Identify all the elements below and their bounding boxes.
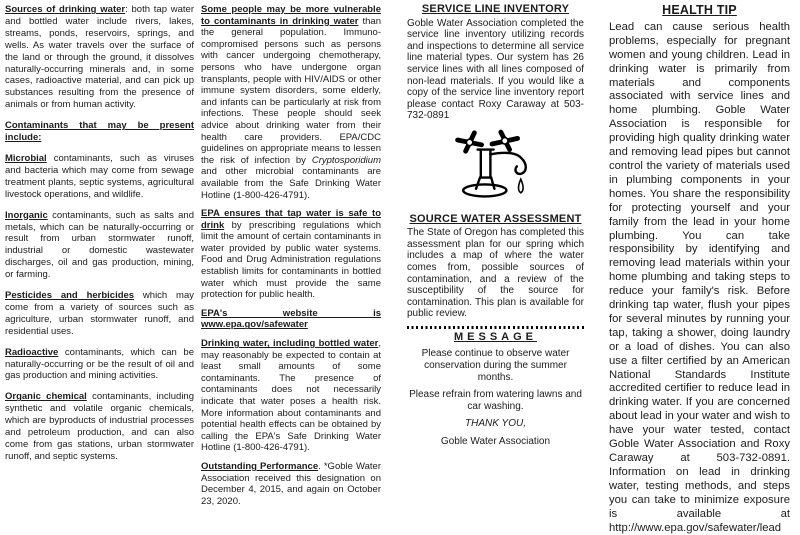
contaminant-item-inorganic: Inorganic contaminants, such as salts and metals, which can be naturally-occurring or result from urban stormwater runoff, industrial or domestic wastewater discharges, oil and gas production, mining, or farming. <box>5 209 194 281</box>
message-refrain-line: Please refrain from watering lawns and car washing. <box>409 389 582 412</box>
vulnerable-heading: Some people may be more vulnerable to contaminants in drinking water <box>201 4 381 27</box>
message-conservation-line: Please continue to observe water conservation during the summer months. <box>421 348 570 383</box>
source-water-assessment-paragraph: The State of Oregon has completed this assessment plan for our spring which includes a map of where the water comes from, possible sources of contamination, and a review of the susceptibility of the source for contamination. This plan is available for public review. <box>407 227 584 320</box>
thank-you-line: THANK YOU, <box>465 418 526 430</box>
bottled-water-heading: Drinking water, including bottled water <box>201 338 379 350</box>
sources-text: : both tap water and bottled water include rivers, lakes, streams, ponds, reservoirs, springs, and wells. As water travels over the surface of the land or through the ground, it dissolves naturally-occurring minerals and, in some cases, radioactive material, and can pick up substances resulting from the presence of animals or from human activity. <box>5 4 194 111</box>
contaminant-item-organic-chemical: Organic chemical contaminants, including synthetic and volatile organic chemicals, which are byproducts of industrial processes and petroleum production, and can also come from gas stations, urban stormwater runoff, and septic systems. <box>5 391 194 462</box>
sources-heading: Sources of drinking water <box>5 4 126 15</box>
faucet-icon <box>448 128 544 204</box>
contaminant-item-microbial: Microbial contaminants, such as viruses and bacteria which may come from sewage treatment plants, septic systems, agricultural livestock operations, and wildlife. <box>5 152 194 200</box>
cryptosporidium-term: Cryptosporidium <box>311 154 381 166</box>
faucet-clipart <box>407 128 584 208</box>
health-tip-heading: HEALTH TIP <box>662 3 737 17</box>
contaminant-item-pesticides: Pesticides and herbicides which may come from a variety of sources such as agriculture, urban stormwater runoff, and residential uses. <box>5 290 195 337</box>
outstanding-performance-paragraph: Outstanding Performance. *Goble Water Association received this designation on December 4, 2015, and again on October 23, 2020. <box>201 460 381 507</box>
health-tip-paragraph: Lead can cause serious health problems, especially for pregnant women and young children. Lead in drinking water is primarily from materials and components associated with service lines and home plumbing. Goble Water Association is responsible for providing high quality drinking water and removing lead pipes but cannot control the variety of materials used in plumbing components in your homes. You share the responsibility for protecting yourself and your family from the lead in your home plumbing. You can take responsibility by identifying and removing lead materials within your home plumbing and taking steps to reduce your family's risk. Before drinking tap water, flush your pipes for several minutes by running your tap, taking a shower, doing laundry or a load of dishes. You can also use a filter certified by an American National Standards Institute accredited certifier to reduce lead in drinking water. If you are concerned about lead in your water and wish to have your water tested, contact Goble Water Association and Roxy Caraway at 503-732-0891. Information on lead in drinking water, testing methods, and steps you can take to minimize exposure is available at http://www.epa.gov/safewater/lead <box>609 20 790 534</box>
vulnerable-paragraph: Some people may be more vulnerable to contaminants in drinking water than the general population. Immuno-compromised persons such as persons with cancer undergoing chemotherapy, persons who have undergone organ transplants, people with HIV/AIDS or other immune system disorders, some elderly, and infants can be particularly at risk from infections. These people should seek advice about drinking water from their health care providers. EPA/CDC guidelines on appropriate means to lessen the risk of infection by Cryptosporidium and other microbial contaminants are available from the Safe Drinking Water Hotline (1-800-426-4791). <box>201 4 381 201</box>
outstanding-performance-heading: Outstanding Performance <box>201 460 319 472</box>
epa-website-line: EPA's website is www.epa.gov/safewater <box>201 307 381 331</box>
sources-paragraph <box>5 4 194 111</box>
bottled-water-paragraph: Drinking water, including bottled water, may reasonably be expected to contain at least small amounts of some contaminants. The presence of contaminants does not necessarily indicate that water poses a health risk. More information about contaminants and potential health effects can be obtained by calling the EPA's Safe Drinking Water Hotline (1-800-426-4791). <box>201 338 381 454</box>
dotted-separator <box>407 326 584 329</box>
contaminant-item-radioactive: Radioactive contaminants, which can be naturally-occurring or be the result of oil and gas production and mining activities. <box>5 346 194 382</box>
signature-line: Goble Water Association <box>440 436 551 448</box>
message-heading: MESSAGE <box>453 330 537 343</box>
service-line-inventory-heading: SERVICE LINE INVENTORY <box>421 3 570 15</box>
source-water-assessment-heading: SOURCE WATER ASSESSMENT <box>409 212 582 225</box>
epa-heading: EPA ensures that tap water is safe to drink <box>201 208 381 231</box>
service-line-inventory-paragraph: Goble Water Association completed the service line inventory utilizing records and inspections to determine all service line material types. Our system has 26 service lines with all lines composed of non-lead materials. If you would like a copy of the service line inventory report please contact Roxy Caraway at 503-732-0891 <box>407 17 584 122</box>
column-epa-information <box>201 4 381 507</box>
contaminants-heading: Contaminants that may be present include: <box>5 120 194 144</box>
column-health-tip <box>609 3 790 534</box>
column-sources-of-water <box>5 4 195 462</box>
column-center-panel <box>407 4 584 448</box>
epa-regulations-paragraph: EPA ensures that tap water is safe to drink by prescribing regulations which limit the amount of certain contaminants in water provided by public water systems. Food and Drug Administration regulations establish limits for contaminants in bottled water which must provide the same protection for public health. <box>201 208 381 301</box>
